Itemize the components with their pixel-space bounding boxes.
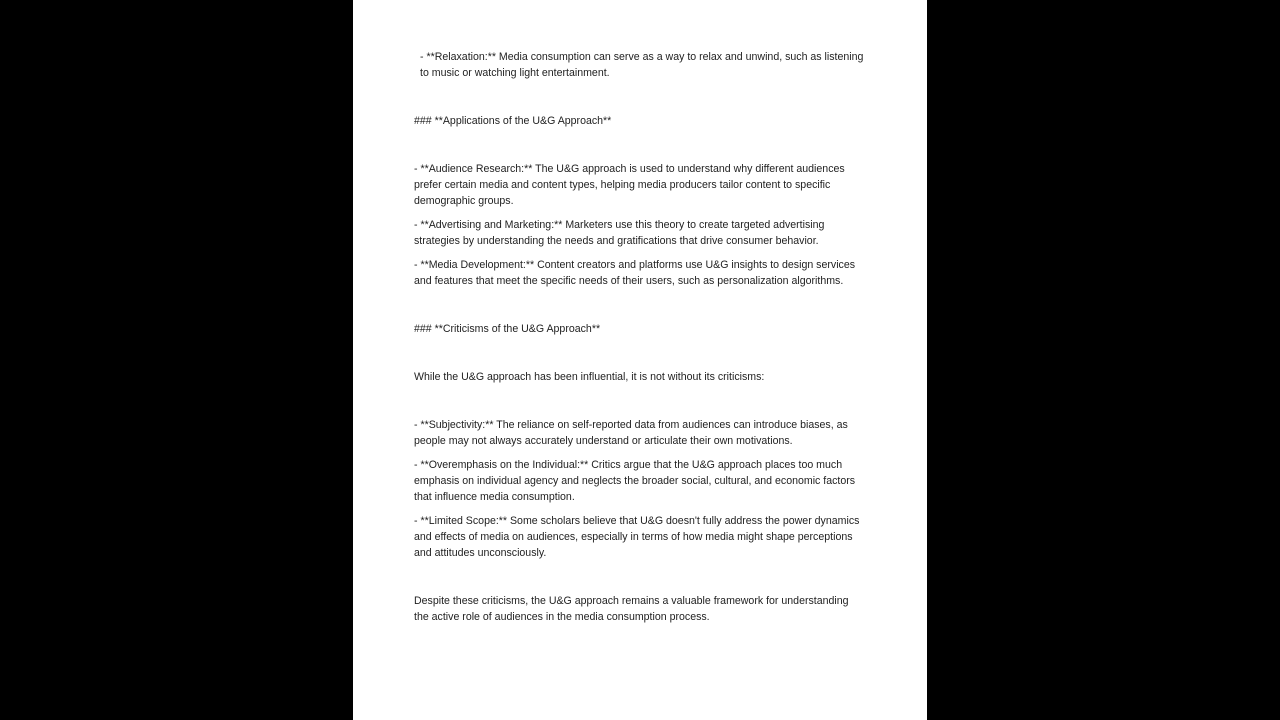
criticism-subjectivity: - **Subjectivity:** The reliance on self-reported data from audiences can introduce biases, as people may not always accurately understand or articulate their own motivations. [414, 419, 848, 447]
application-audience-research: - **Audience Research:** The U&G approach is used to understand why different audiences prefer certain media and content types, helping media producers tailor content to specific demographic groups. [414, 163, 845, 207]
criticism-overemphasis: - **Overemphasis on the Individual:** Critics argue that the U&G approach places too much emphasis on individual agency and neglects the broader social, cultural, and economic factors that influence media consumption. [414, 459, 856, 503]
criticisms-heading: ### **Criticisms of the U&G Approach** [414, 323, 601, 335]
applications-heading: ### **Applications of the U&G Approach** [414, 115, 612, 127]
criticism-limited-scope: - **Limited Scope:** Some scholars believe that U&G doesn't fully address the power dynamics and effects of media on audiences, especially in terms of how media might shape perceptions and attitudes unconsciously. [414, 515, 860, 559]
conclusion-paragraph: Despite these criticisms, the U&G approach remains a valuable framework for understanding the active role of audiences in the media consumption process. [414, 595, 849, 623]
application-advertising-marketing: - **Advertising and Marketing:** Marketers use this theory to create targeted advertising strategies by understanding the needs and gratifications that drive consumer behavior. [414, 219, 825, 247]
document-page [353, 0, 927, 720]
document-content [414, 49, 864, 625]
relaxation-bullet: - **Relaxation:** Media consumption can serve as a way to relax and unwind, such as listening to music or watching light entertainment. [420, 51, 864, 79]
application-media-development: - **Media Development:** Content creators and platforms use U&G insights to design services and features that meet the specific needs of their users, such as personalization algorithms. [414, 259, 856, 287]
criticisms-intro: While the U&G approach has been influential, it is not without its criticisms: [414, 371, 765, 383]
